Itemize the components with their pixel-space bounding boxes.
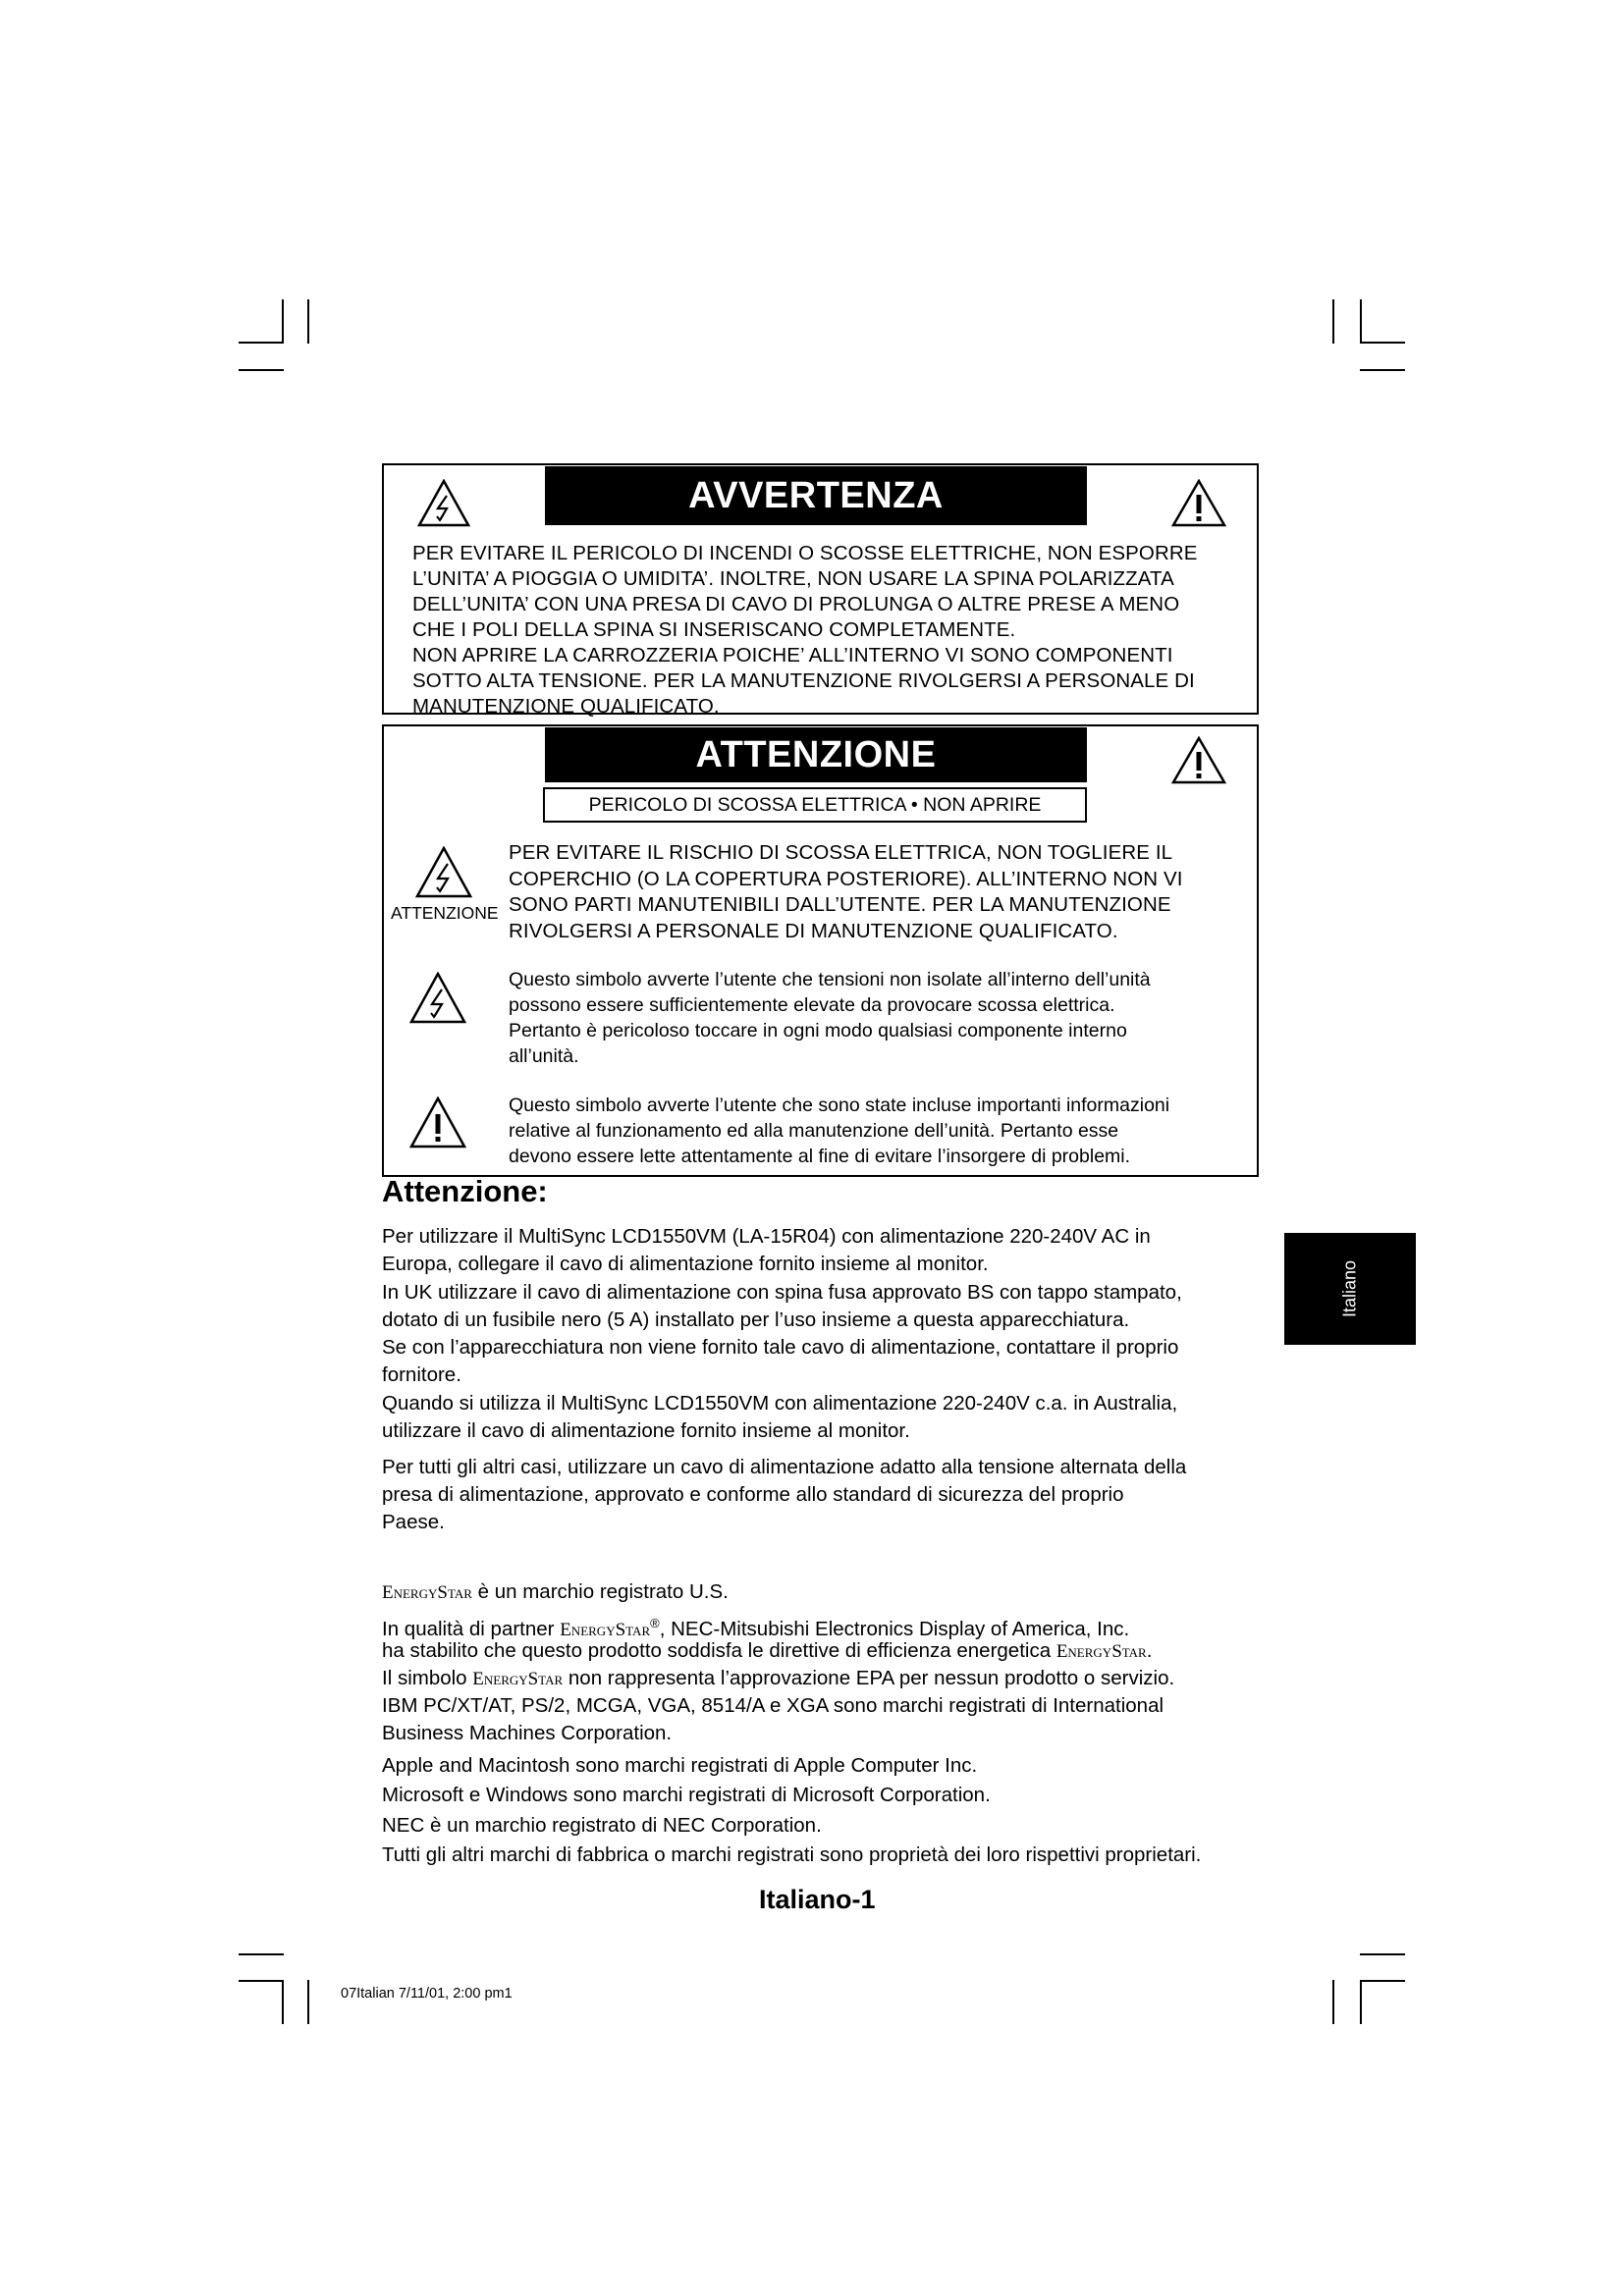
language-side-tab bbox=[1284, 1233, 1416, 1345]
attention-paragraph-1: Per utilizzare il MultiSync LCD1550VM (LA-15R04) con alimentazione 220-240V AC in Europa, collegare il cavo di alimentazione fornito insieme al monitor. bbox=[382, 1225, 1151, 1275]
energystar-mark: EnergyStar bbox=[1056, 1641, 1147, 1662]
energystar-mark: EnergyStar bbox=[472, 1669, 564, 1689]
attention-paragraph-4: Per tutti gli altri casi, utilizzare un cavo di alimentazione adatto alla tensione alternata della presa di alimentazione, approvato e conforme allo standard di sicurezza del proprio Paese. bbox=[382, 1456, 1187, 1533]
microsoft-trademark: Microsoft e Windows sono marchi registrati di Microsoft Corporation. bbox=[382, 1784, 991, 1806]
caution-box bbox=[382, 724, 1259, 1177]
caution-title: ATTENZIONE bbox=[545, 727, 1087, 782]
exclamation-explanation: Questo simbolo avverte l’utente che sono state incluse importanti informazioni relative al funzionamento ed alla manutenzione dell’unità. Pertanto esse devono essere lette attentamente al fine di evitare l’insorgere di problemi. bbox=[509, 1095, 1170, 1167]
attention-paragraph-3: Quando si utilizza il MultiSync LCD1550VM con alimentazione 220-240V c.a. in Australia, utilizzare il cavo di alimentazione fornito insieme al monitor. bbox=[382, 1392, 1178, 1442]
page-number: Italiano-1 bbox=[759, 1885, 876, 1914]
energystar-mark: EnergyStar bbox=[382, 1582, 472, 1603]
exclamation-caution-icon bbox=[1171, 736, 1226, 785]
side-tab-label: Italiano bbox=[1339, 1259, 1360, 1318]
ibm-trademark: IBM PC/XT/AT, PS/2, MCGA, VGA, 8514/A e XGA sono marchi registrati di International Business Machines Corporation. bbox=[382, 1694, 1164, 1744]
warning-text: PER EVITARE IL PERICOLO DI INCENDI O SCOSSE ELETTRICHE, NON ESPORRE L’UNITA’ A PIOGGIA O UMIDITA’. INOLTRE, NON USARE LA SPINA POLARIZZATA DELL’UNITA’ CON UNA PRESA DI CAVO DI PROLUNGA O ALTRE PRESE A MENO CHE I POLI DELLA SPINA SI INSERISCANO COMPLETAMENTE. NON APRIRE LA CARROZZERIA POICHE’ ALL’INTERNO VI SONO COMPONENTI SOTTO ALTA TENSIONE. PER LA MANUTENZIONE RIVOLGERSI A PERSONALE DI MANUTENZIONE QUALIFICATO. bbox=[412, 542, 1198, 718]
attention-heading: Attenzione: bbox=[382, 1174, 548, 1208]
caution-icon-label: ATTENZIONE bbox=[391, 903, 499, 923]
registered-mark: ® bbox=[650, 1616, 660, 1630]
print-info: 07Italian 7/11/01, 2:00 pm1 bbox=[341, 1986, 513, 2002]
warning-title: AVVERTENZA bbox=[545, 466, 1087, 525]
apple-trademark: Apple and Macintosh sono marchi registrati di Apple Computer Inc. bbox=[382, 1754, 978, 1777]
energystar-mark: EnergyStar bbox=[560, 1619, 651, 1640]
exclamation-symbol-icon bbox=[409, 1096, 466, 1149]
energystar-line-4: Il simbolo EnergyStar non rappresenta l’approvazione EPA per nessun prodotto o servizio. bbox=[382, 1667, 1175, 1689]
lightning-caution-icon bbox=[415, 846, 472, 899]
lightning-explanation: Questo simbolo avverte l’utente che tensioni non isolate all’interno dell’unità possono essere sufficientemente elevate da provocare scossa elettrica. Pertanto è pericoloso toccare in ogni modo qualsiasi componente interno all’unità. bbox=[509, 969, 1151, 1067]
energystar-line-3: ha stabilito che questo prodotto soddisfa le direttive di efficienza energetica EnergyStar. bbox=[382, 1639, 1153, 1662]
caution-subtitle: PERICOLO DI SCOSSA ELETTRICA • NON APRIRE bbox=[543, 787, 1087, 823]
nec-trademark: NEC è un marchio registrato di NEC Corporation. bbox=[382, 1814, 822, 1837]
lightning-warning-icon bbox=[417, 479, 470, 528]
energystar-line-1: EnergyStar è un marchio registrato U.S. bbox=[382, 1580, 729, 1603]
other-trademarks: Tutti gli altri marchi di fabbrica o marchi registrati sono proprietà dei loro rispettivi proprietari. bbox=[382, 1843, 1202, 1866]
warning-box bbox=[382, 463, 1259, 718]
caution-main-text: PER EVITARE IL RISCHIO DI SCOSSA ELETTRICA, NON TOGLIERE IL COPERCHIO (O LA COPERTURA POSTERIORE). ALL’INTERNO NON VI SONO PARTI MANUTENIBILI DALL’UTENTE. PER LA MANUTENZIONE RIVOLGERSI A PERSONALE DI MANUTENZIONE QUALIFICATO. bbox=[509, 841, 1183, 942]
lightning-symbol-icon bbox=[409, 972, 466, 1025]
exclamation-warning-icon bbox=[1171, 479, 1226, 528]
energystar-line-2: In qualità di partner EnergyStar®, NEC-Mitsubishi Electronics Display of America, Inc. bbox=[382, 1616, 1130, 1640]
attention-paragraph-2: In UK utilizzare il cavo di alimentazione con spina fusa approvato BS con tappo stampato, dotato di un fusibile nero (5 A) installato per l’uso insieme a questa apparecchiatura. Se con l’apparecchiatura non viene fornito tale cavo di alimentazione, contattare il proprio fornitore. bbox=[382, 1281, 1182, 1386]
